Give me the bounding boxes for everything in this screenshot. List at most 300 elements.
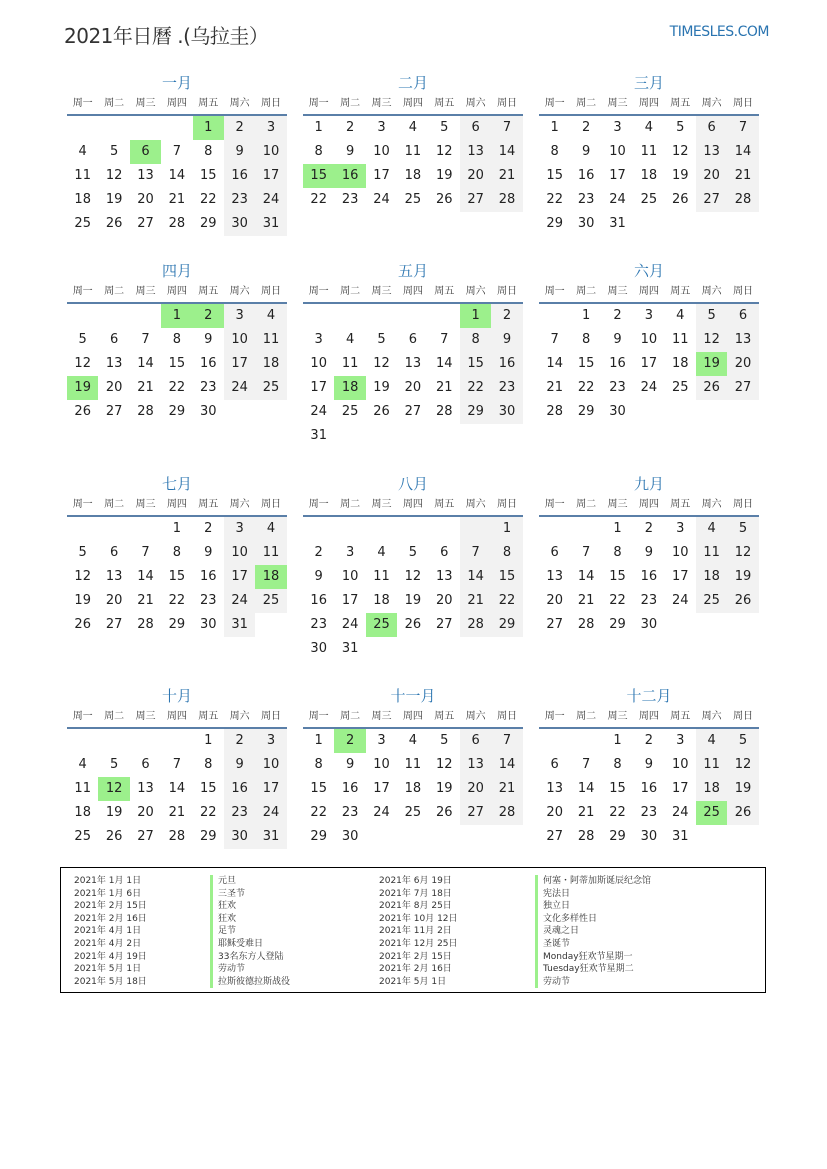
empty-day-cell xyxy=(366,517,397,541)
day-cell: 19 xyxy=(435,781,453,796)
day-cell: 19 xyxy=(727,777,758,801)
weekday-label: 周六 xyxy=(701,98,722,109)
weekday-label: 周三 xyxy=(371,98,392,109)
day-cell: 21 xyxy=(727,164,758,188)
empty-day-cell xyxy=(334,304,365,328)
empty-day-cell xyxy=(98,517,129,541)
day-cell: 13 xyxy=(727,328,758,352)
day-cell: 17 xyxy=(341,593,359,608)
month-title: 四月 xyxy=(161,262,192,280)
day-cell: 28 xyxy=(168,829,186,844)
day-cell: 25 xyxy=(74,216,91,231)
day-cell: 8 xyxy=(314,144,323,159)
weekday-label: 周六 xyxy=(465,98,486,109)
holiday-day-cell: 25 xyxy=(696,801,727,825)
day-cell: 30 xyxy=(310,641,327,656)
day-cell: 17 xyxy=(609,168,626,183)
day-cell: 31 xyxy=(255,825,286,849)
day-cell: 6 xyxy=(141,757,150,772)
day-cell: 15 xyxy=(199,168,217,183)
weekday-label: 周六 xyxy=(229,711,250,722)
day-cell: 23 xyxy=(341,192,359,207)
day-cell: 7 xyxy=(491,729,522,753)
holiday-name: 拉斯彼德拉斯战役 xyxy=(210,976,290,989)
day-cell: 4 xyxy=(644,120,653,135)
day-cell: 24 xyxy=(310,404,327,419)
day-cell: 25 xyxy=(74,829,91,844)
weekday-label: 周五 xyxy=(670,499,691,510)
holiday-date: 2021年 2月 16日 xyxy=(74,913,147,924)
holiday-date: 2021年 1月 1日 xyxy=(74,876,142,886)
empty-day-cell xyxy=(696,613,727,637)
day-cell: 6 xyxy=(440,545,449,560)
empty-day-cell xyxy=(665,400,696,424)
month-8 xyxy=(303,473,523,661)
day-cell: 20 xyxy=(460,777,491,801)
day-cell: 15 xyxy=(577,356,595,371)
weekday-label: 周六 xyxy=(229,286,250,297)
day-cell: 2 xyxy=(613,308,622,323)
weekday-header xyxy=(539,282,759,304)
day-cell: 5 xyxy=(727,517,758,541)
day-cell: 8 xyxy=(613,545,622,560)
day-cell: 2 xyxy=(224,116,255,140)
holiday-dates-col-1 xyxy=(74,875,147,988)
empty-day-cell xyxy=(303,517,334,541)
holiday-date: 2021年 2月 16日 xyxy=(379,964,452,975)
day-cell: 24 xyxy=(255,188,286,212)
weekday-label: 周二 xyxy=(340,286,361,297)
day-cell: 22 xyxy=(609,805,626,820)
day-cell: 27 xyxy=(435,617,453,632)
day-cell: 30 xyxy=(577,216,595,231)
day-cell: 16 xyxy=(224,164,255,188)
day-grid xyxy=(539,116,759,236)
day-cell: 26 xyxy=(671,192,689,207)
day-cell: 13 xyxy=(404,356,422,371)
day-cell: 20 xyxy=(105,380,123,395)
day-cell: 29 xyxy=(546,216,563,231)
day-cell: 31 xyxy=(255,212,286,236)
day-cell: 7 xyxy=(172,757,181,772)
day-cell: 21 xyxy=(460,589,491,613)
day-cell: 29 xyxy=(199,216,217,231)
day-cell: 20 xyxy=(546,805,563,820)
day-cell: 30 xyxy=(199,617,217,632)
day-cell: 7 xyxy=(141,545,150,560)
day-cell: 9 xyxy=(613,332,622,347)
empty-day-cell xyxy=(130,116,161,140)
day-cell: 7 xyxy=(460,541,491,565)
day-cell: 18 xyxy=(74,192,91,207)
empty-day-cell xyxy=(665,212,696,236)
day-cell: 14 xyxy=(168,168,186,183)
empty-day-cell xyxy=(366,825,397,849)
day-cell: 18 xyxy=(696,777,727,801)
day-cell: 21 xyxy=(137,380,154,395)
day-cell: 5 xyxy=(440,733,449,748)
weekday-label: 周日 xyxy=(261,98,282,109)
day-cell: 9 xyxy=(204,545,213,560)
day-cell: 22 xyxy=(546,192,563,207)
day-cell: 11 xyxy=(696,753,727,777)
day-cell: 27 xyxy=(546,617,563,632)
empty-day-cell xyxy=(727,825,758,849)
day-cell: 13 xyxy=(696,140,727,164)
empty-day-cell xyxy=(366,424,397,448)
day-cell: 29 xyxy=(609,829,626,844)
day-cell: 17 xyxy=(640,356,658,371)
day-cell: 11 xyxy=(255,541,286,565)
day-cell: 14 xyxy=(491,140,522,164)
day-cell: 28 xyxy=(727,188,758,212)
day-cell: 1 xyxy=(491,517,522,541)
weekday-label: 周六 xyxy=(701,499,722,510)
day-cell: 9 xyxy=(581,144,591,159)
day-cell: 14 xyxy=(137,569,154,584)
weekday-label: 周二 xyxy=(576,98,597,109)
day-cell: 11 xyxy=(671,332,689,347)
day-cell: 11 xyxy=(696,541,727,565)
day-cell: 26 xyxy=(373,404,390,419)
weekday-label: 周三 xyxy=(135,711,156,722)
weekday-label: 周三 xyxy=(135,499,156,510)
day-cell: 5 xyxy=(676,120,685,135)
weekday-label: 周日 xyxy=(733,286,754,297)
day-cell: 28 xyxy=(460,613,491,637)
day-cell: 26 xyxy=(435,192,453,207)
weekday-label: 周一 xyxy=(308,286,329,297)
day-cell: 17 xyxy=(255,164,286,188)
empty-day-cell xyxy=(334,424,365,448)
day-cell: 20 xyxy=(727,352,758,376)
month-title: 十二月 xyxy=(626,687,672,705)
weekday-label: 周四 xyxy=(166,711,187,722)
month-3 xyxy=(539,72,759,236)
day-cell: 15 xyxy=(199,781,217,796)
day-cell: 26 xyxy=(74,404,91,419)
empty-day-cell xyxy=(130,729,161,753)
weekday-label: 周五 xyxy=(670,711,691,722)
weekday-label: 周五 xyxy=(434,499,455,510)
day-cell: 3 xyxy=(224,304,255,328)
day-cell: 7 xyxy=(581,757,591,772)
day-cell: 7 xyxy=(727,116,758,140)
weekday-label: 周四 xyxy=(166,286,187,297)
day-cell: 10 xyxy=(373,757,390,772)
day-cell: 24 xyxy=(341,617,359,632)
month-title: 二月 xyxy=(397,74,428,92)
holiday-names-col-2 xyxy=(535,875,651,988)
weekday-label: 周六 xyxy=(465,286,486,297)
weekday-label: 周三 xyxy=(607,499,628,510)
holiday-date: 2021年 1月 6日 xyxy=(74,888,142,899)
day-cell: 28 xyxy=(137,404,154,419)
day-grid xyxy=(303,304,523,448)
day-cell: 28 xyxy=(491,188,522,212)
weekday-label: 周日 xyxy=(497,711,518,722)
day-cell: 26 xyxy=(105,216,123,231)
month-5 xyxy=(303,260,523,448)
day-cell: 9 xyxy=(345,144,355,159)
day-cell: 28 xyxy=(577,617,595,632)
day-cell: 20 xyxy=(404,380,422,395)
day-cell: 29 xyxy=(310,829,327,844)
day-cell: 8 xyxy=(204,144,213,159)
holiday-date: 2021年 7月 18日 xyxy=(379,888,452,899)
day-cell: 21 xyxy=(137,593,154,608)
weekday-label: 周六 xyxy=(701,711,722,722)
day-cell: 23 xyxy=(199,593,217,608)
day-cell: 20 xyxy=(137,192,154,207)
day-cell: 27 xyxy=(727,376,758,400)
weekday-label: 周二 xyxy=(104,98,125,109)
day-cell: 26 xyxy=(727,801,758,825)
weekday-label: 周日 xyxy=(497,286,518,297)
weekday-label: 周三 xyxy=(371,711,392,722)
day-grid xyxy=(67,729,287,849)
day-cell: 16 xyxy=(310,593,327,608)
weekday-header xyxy=(539,495,759,517)
day-cell: 2 xyxy=(644,733,653,748)
weekday-label: 周三 xyxy=(135,98,156,109)
day-cell: 3 xyxy=(644,308,653,323)
day-cell: 3 xyxy=(255,729,286,753)
holiday-date: 2021年 12月 25日 xyxy=(379,938,458,949)
day-cell: 23 xyxy=(491,376,522,400)
day-cell: 16 xyxy=(199,356,217,371)
weekday-label: 周二 xyxy=(104,499,125,510)
weekday-label: 周日 xyxy=(497,98,518,109)
day-cell: 5 xyxy=(78,332,87,347)
day-cell: 7 xyxy=(491,116,522,140)
day-cell: 13 xyxy=(546,569,563,584)
day-cell: 5 xyxy=(696,304,727,328)
day-cell: 25 xyxy=(341,404,359,419)
weekday-header xyxy=(303,707,523,729)
day-cell: 1 xyxy=(314,733,323,748)
day-cell: 28 xyxy=(577,829,595,844)
day-cell: 5 xyxy=(727,729,758,753)
weekday-label: 周二 xyxy=(104,286,125,297)
day-cell: 23 xyxy=(341,805,359,820)
holiday-day-cell: 2 xyxy=(193,304,224,328)
day-cell: 12 xyxy=(105,168,123,183)
empty-day-cell xyxy=(255,400,286,424)
weekday-label: 周五 xyxy=(434,98,455,109)
month-4 xyxy=(67,260,287,424)
day-cell: 7 xyxy=(172,144,181,159)
weekday-label: 周一 xyxy=(308,98,329,109)
weekday-header xyxy=(67,495,287,517)
day-cell: 27 xyxy=(137,216,154,231)
month-10 xyxy=(67,685,287,849)
empty-day-cell xyxy=(696,212,727,236)
weekday-label: 周一 xyxy=(72,711,93,722)
day-cell: 18 xyxy=(255,352,286,376)
empty-day-cell xyxy=(366,304,397,328)
day-cell: 27 xyxy=(696,188,727,212)
empty-day-cell xyxy=(397,637,428,661)
empty-day-cell xyxy=(460,637,491,661)
day-cell: 4 xyxy=(78,144,87,159)
weekday-label: 周一 xyxy=(544,98,565,109)
day-cell: 1 xyxy=(550,120,559,135)
day-cell: 30 xyxy=(640,617,658,632)
day-cell: 1 xyxy=(613,521,622,536)
empty-day-cell xyxy=(570,517,601,541)
empty-day-cell xyxy=(67,729,98,753)
day-cell: 1 xyxy=(314,120,323,135)
month-7 xyxy=(67,473,287,637)
holiday-day-cell: 18 xyxy=(255,565,286,589)
holiday-name: 何塞・阿蒂加斯诞辰纪念馆 xyxy=(535,875,651,888)
holiday-day-cell: 18 xyxy=(334,376,365,400)
weekday-header xyxy=(67,94,287,116)
day-cell: 18 xyxy=(74,805,91,820)
day-grid xyxy=(303,729,523,849)
day-cell: 9 xyxy=(224,140,255,164)
weekday-label: 周六 xyxy=(701,286,722,297)
site-link[interactable]: TIMESLES.COM xyxy=(669,24,769,40)
month-title: 三月 xyxy=(633,74,664,92)
day-cell: 10 xyxy=(255,753,286,777)
empty-day-cell xyxy=(491,637,522,661)
day-cell: 6 xyxy=(727,304,758,328)
day-cell: 26 xyxy=(404,617,422,632)
day-cell: 3 xyxy=(345,545,355,560)
day-cell: 2 xyxy=(491,304,522,328)
weekday-label: 周三 xyxy=(371,499,392,510)
day-cell: 19 xyxy=(435,168,453,183)
day-cell: 4 xyxy=(408,733,417,748)
weekday-label: 周一 xyxy=(72,499,93,510)
holiday-day-cell: 1 xyxy=(193,116,224,140)
day-cell: 31 xyxy=(341,641,359,656)
holiday-day-cell: 12 xyxy=(98,777,129,801)
holiday-date: 2021年 5月 18日 xyxy=(74,976,147,987)
day-cell: 5 xyxy=(377,332,386,347)
weekday-label: 周六 xyxy=(229,499,250,510)
day-cell: 28 xyxy=(137,617,154,632)
day-grid xyxy=(539,304,759,424)
weekday-header xyxy=(67,707,287,729)
day-cell: 15 xyxy=(168,569,186,584)
day-cell: 11 xyxy=(373,569,390,584)
day-cell: 16 xyxy=(640,569,658,584)
day-cell: 29 xyxy=(199,829,217,844)
day-cell: 7 xyxy=(141,332,150,347)
day-cell: 30 xyxy=(224,825,255,849)
day-cell: 15 xyxy=(609,781,626,796)
day-grid xyxy=(67,304,287,424)
day-cell: 24 xyxy=(640,380,658,395)
day-cell: 10 xyxy=(255,140,286,164)
day-cell: 13 xyxy=(460,753,491,777)
day-cell: 20 xyxy=(546,593,563,608)
empty-day-cell xyxy=(98,116,129,140)
day-cell: 8 xyxy=(172,332,181,347)
holiday-names-col-1 xyxy=(210,875,290,988)
holiday-name: 33名东方人登陆 xyxy=(210,951,290,964)
day-cell: 9 xyxy=(491,328,522,352)
weekday-label: 周四 xyxy=(166,98,187,109)
day-cell: 3 xyxy=(224,517,255,541)
day-cell: 3 xyxy=(314,332,323,347)
holiday-day-cell: 2 xyxy=(334,729,365,753)
day-cell: 7 xyxy=(550,332,559,347)
day-grid xyxy=(67,517,287,637)
day-cell: 13 xyxy=(105,356,123,371)
day-cell: 23 xyxy=(640,805,658,820)
day-cell: 26 xyxy=(727,589,758,613)
day-cell: 17 xyxy=(224,352,255,376)
day-cell: 20 xyxy=(696,164,727,188)
day-cell: 11 xyxy=(404,757,422,772)
day-cell: 8 xyxy=(613,757,622,772)
day-grid xyxy=(303,517,523,661)
day-cell: 23 xyxy=(609,380,626,395)
empty-day-cell xyxy=(255,613,286,637)
day-grid xyxy=(539,517,759,637)
holiday-date: 2021年 4月 1日 xyxy=(74,926,142,937)
weekday-label: 周一 xyxy=(544,286,565,297)
day-cell: 26 xyxy=(696,376,727,400)
empty-day-cell xyxy=(161,116,192,140)
empty-day-cell xyxy=(366,637,397,661)
empty-day-cell xyxy=(397,517,428,541)
day-cell: 10 xyxy=(373,144,390,159)
day-cell: 9 xyxy=(644,757,653,772)
day-cell: 18 xyxy=(671,356,689,371)
holiday-day-cell: 6 xyxy=(130,140,161,164)
day-cell: 4 xyxy=(255,304,286,328)
day-cell: 16 xyxy=(609,356,626,371)
day-cell: 26 xyxy=(74,617,91,632)
day-cell: 15 xyxy=(491,565,522,589)
weekday-label: 周五 xyxy=(670,286,691,297)
empty-day-cell xyxy=(98,729,129,753)
empty-day-cell xyxy=(67,116,98,140)
day-cell: 22 xyxy=(577,380,595,395)
day-cell: 6 xyxy=(550,545,559,560)
day-cell: 21 xyxy=(546,380,563,395)
day-cell: 22 xyxy=(609,593,626,608)
day-cell: 29 xyxy=(460,400,491,424)
day-grid xyxy=(539,729,759,849)
holiday-name: 元旦 xyxy=(210,875,290,888)
weekday-label: 周一 xyxy=(544,499,565,510)
empty-day-cell xyxy=(491,825,522,849)
day-cell: 25 xyxy=(640,192,658,207)
weekday-label: 周二 xyxy=(104,711,125,722)
day-cell: 2 xyxy=(644,521,653,536)
weekday-label: 周四 xyxy=(402,98,423,109)
day-cell: 27 xyxy=(546,829,563,844)
day-cell: 23 xyxy=(224,188,255,212)
holiday-name: 劳动节 xyxy=(535,976,651,989)
day-cell: 4 xyxy=(78,757,87,772)
day-cell: 21 xyxy=(435,380,453,395)
day-cell: 18 xyxy=(404,168,422,183)
day-cell: 9 xyxy=(204,332,213,347)
day-cell: 31 xyxy=(609,216,626,231)
day-cell: 5 xyxy=(408,545,417,560)
weekday-header xyxy=(67,282,287,304)
day-cell: 14 xyxy=(435,356,453,371)
weekday-label: 周六 xyxy=(229,98,250,109)
empty-day-cell xyxy=(429,424,460,448)
